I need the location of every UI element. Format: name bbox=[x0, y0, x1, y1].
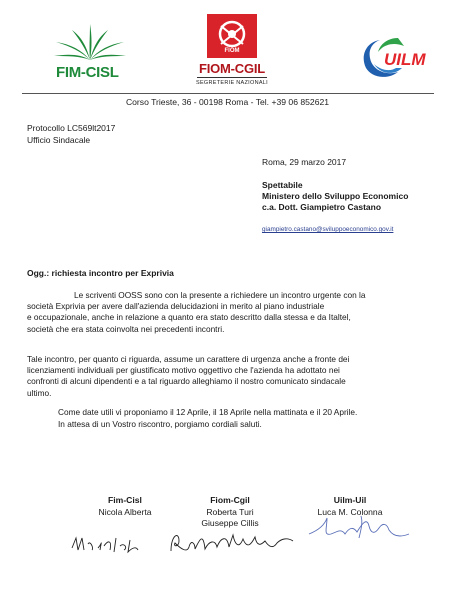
signature-fiom-name-2: Giuseppe Cillis bbox=[201, 518, 259, 528]
letter-date: Roma, 29 marzo 2017 bbox=[262, 157, 347, 167]
segreterie-nazionali: SEGRETERIE NAZIONALI bbox=[195, 80, 268, 86]
header-rule bbox=[197, 77, 267, 78]
uilm-logo-text: UILM bbox=[384, 50, 426, 69]
signature-uilm-org: Uilm-Uil bbox=[333, 495, 367, 505]
fiom-cgil-logo-text: FIOM-CGIL bbox=[198, 61, 266, 76]
body-p2-line1: Tale incontro, per quanto ci riguarda, assume un carattere di urgenza anche a fronte dei bbox=[27, 354, 350, 364]
fiom-badge-label: FIOM bbox=[224, 48, 240, 54]
signature-fiom-org: Fiom-Cgil bbox=[210, 495, 250, 505]
uilm-logo bbox=[358, 32, 438, 82]
letter-subject: Ogg.: richiesta incontro per Exprivia bbox=[27, 268, 174, 278]
body-p2-line4: ultimo. bbox=[27, 387, 52, 398]
signature-fim-name: Nicola Alberta bbox=[98, 507, 152, 517]
handwritten-signature-fim bbox=[68, 530, 148, 560]
body-p1-line4: società che era stata coinvolta nei precedenti incontri. bbox=[27, 323, 225, 334]
fiom-cgil-logo bbox=[197, 14, 267, 94]
signature-fim-org: Fim-Cisl bbox=[108, 495, 142, 505]
recipient-line1: Spettabile bbox=[262, 180, 303, 190]
body-p2-line3: confronti di alcuni dipendenti e a tal riguardo alleghiamo il nostro comunicato sindacale bbox=[27, 376, 346, 387]
recipient-email-link[interactable]: giampietro.castano@sviluppoeconomico.gov.it bbox=[262, 226, 394, 233]
body-paragraph-1 bbox=[27, 290, 427, 335]
header-address: Corso Trieste, 36 - 00198 Roma - Tel. +39 06 852621 bbox=[125, 97, 330, 107]
fim-cisl-logo-text: FIM-CISL bbox=[56, 64, 119, 81]
signature-uilm-name: Luca M. Colonna bbox=[317, 507, 383, 517]
fiom-badge bbox=[207, 14, 257, 58]
body-paragraph-4: In attesa di un Vostro riscontro, porgiamo cordiali saluti. bbox=[58, 419, 262, 429]
body-p1-line1: Le scriventi OOSS sono con la presente a richiedere un incontro urgente con la bbox=[74, 290, 366, 300]
handwritten-signature-uilm bbox=[305, 512, 415, 546]
body-p1-line2: società Exprivia per avere dall'azienda delucidazioni in merito al piano industriale bbox=[27, 301, 325, 312]
body-paragraph-3: Come date utili vi proponiamo il 12 Aprile, il 18 Aprile nella mattinata e il 20 Aprile. bbox=[58, 407, 358, 417]
body-p1-line3: e occupazionale, anche in relazione a quanto era stato descritto dalla stessa e da Italtel, bbox=[27, 312, 351, 323]
address-rule bbox=[22, 93, 434, 94]
protocol-number: Protocollo LC569lt2017 bbox=[27, 123, 116, 133]
fim-cisl-emblem-icon bbox=[50, 22, 130, 62]
recipient-line3: c.a. Dott. Giampietro Castano bbox=[262, 202, 382, 212]
signature-fiom-name-1: Roberta Turi bbox=[206, 507, 254, 517]
body-paragraph-2 bbox=[27, 354, 427, 399]
handwritten-signature-fiom bbox=[165, 525, 305, 559]
fim-cisl-logo bbox=[50, 22, 130, 82]
body-p2-line2: licenziamenti individuali per giustificato motivo oggettivo che l'azienda ha adottato nei bbox=[27, 365, 340, 376]
recipient-line2: Ministero dello Sviluppo Economico bbox=[262, 191, 409, 201]
protocol-office: Ufficio Sindacale bbox=[27, 135, 91, 145]
